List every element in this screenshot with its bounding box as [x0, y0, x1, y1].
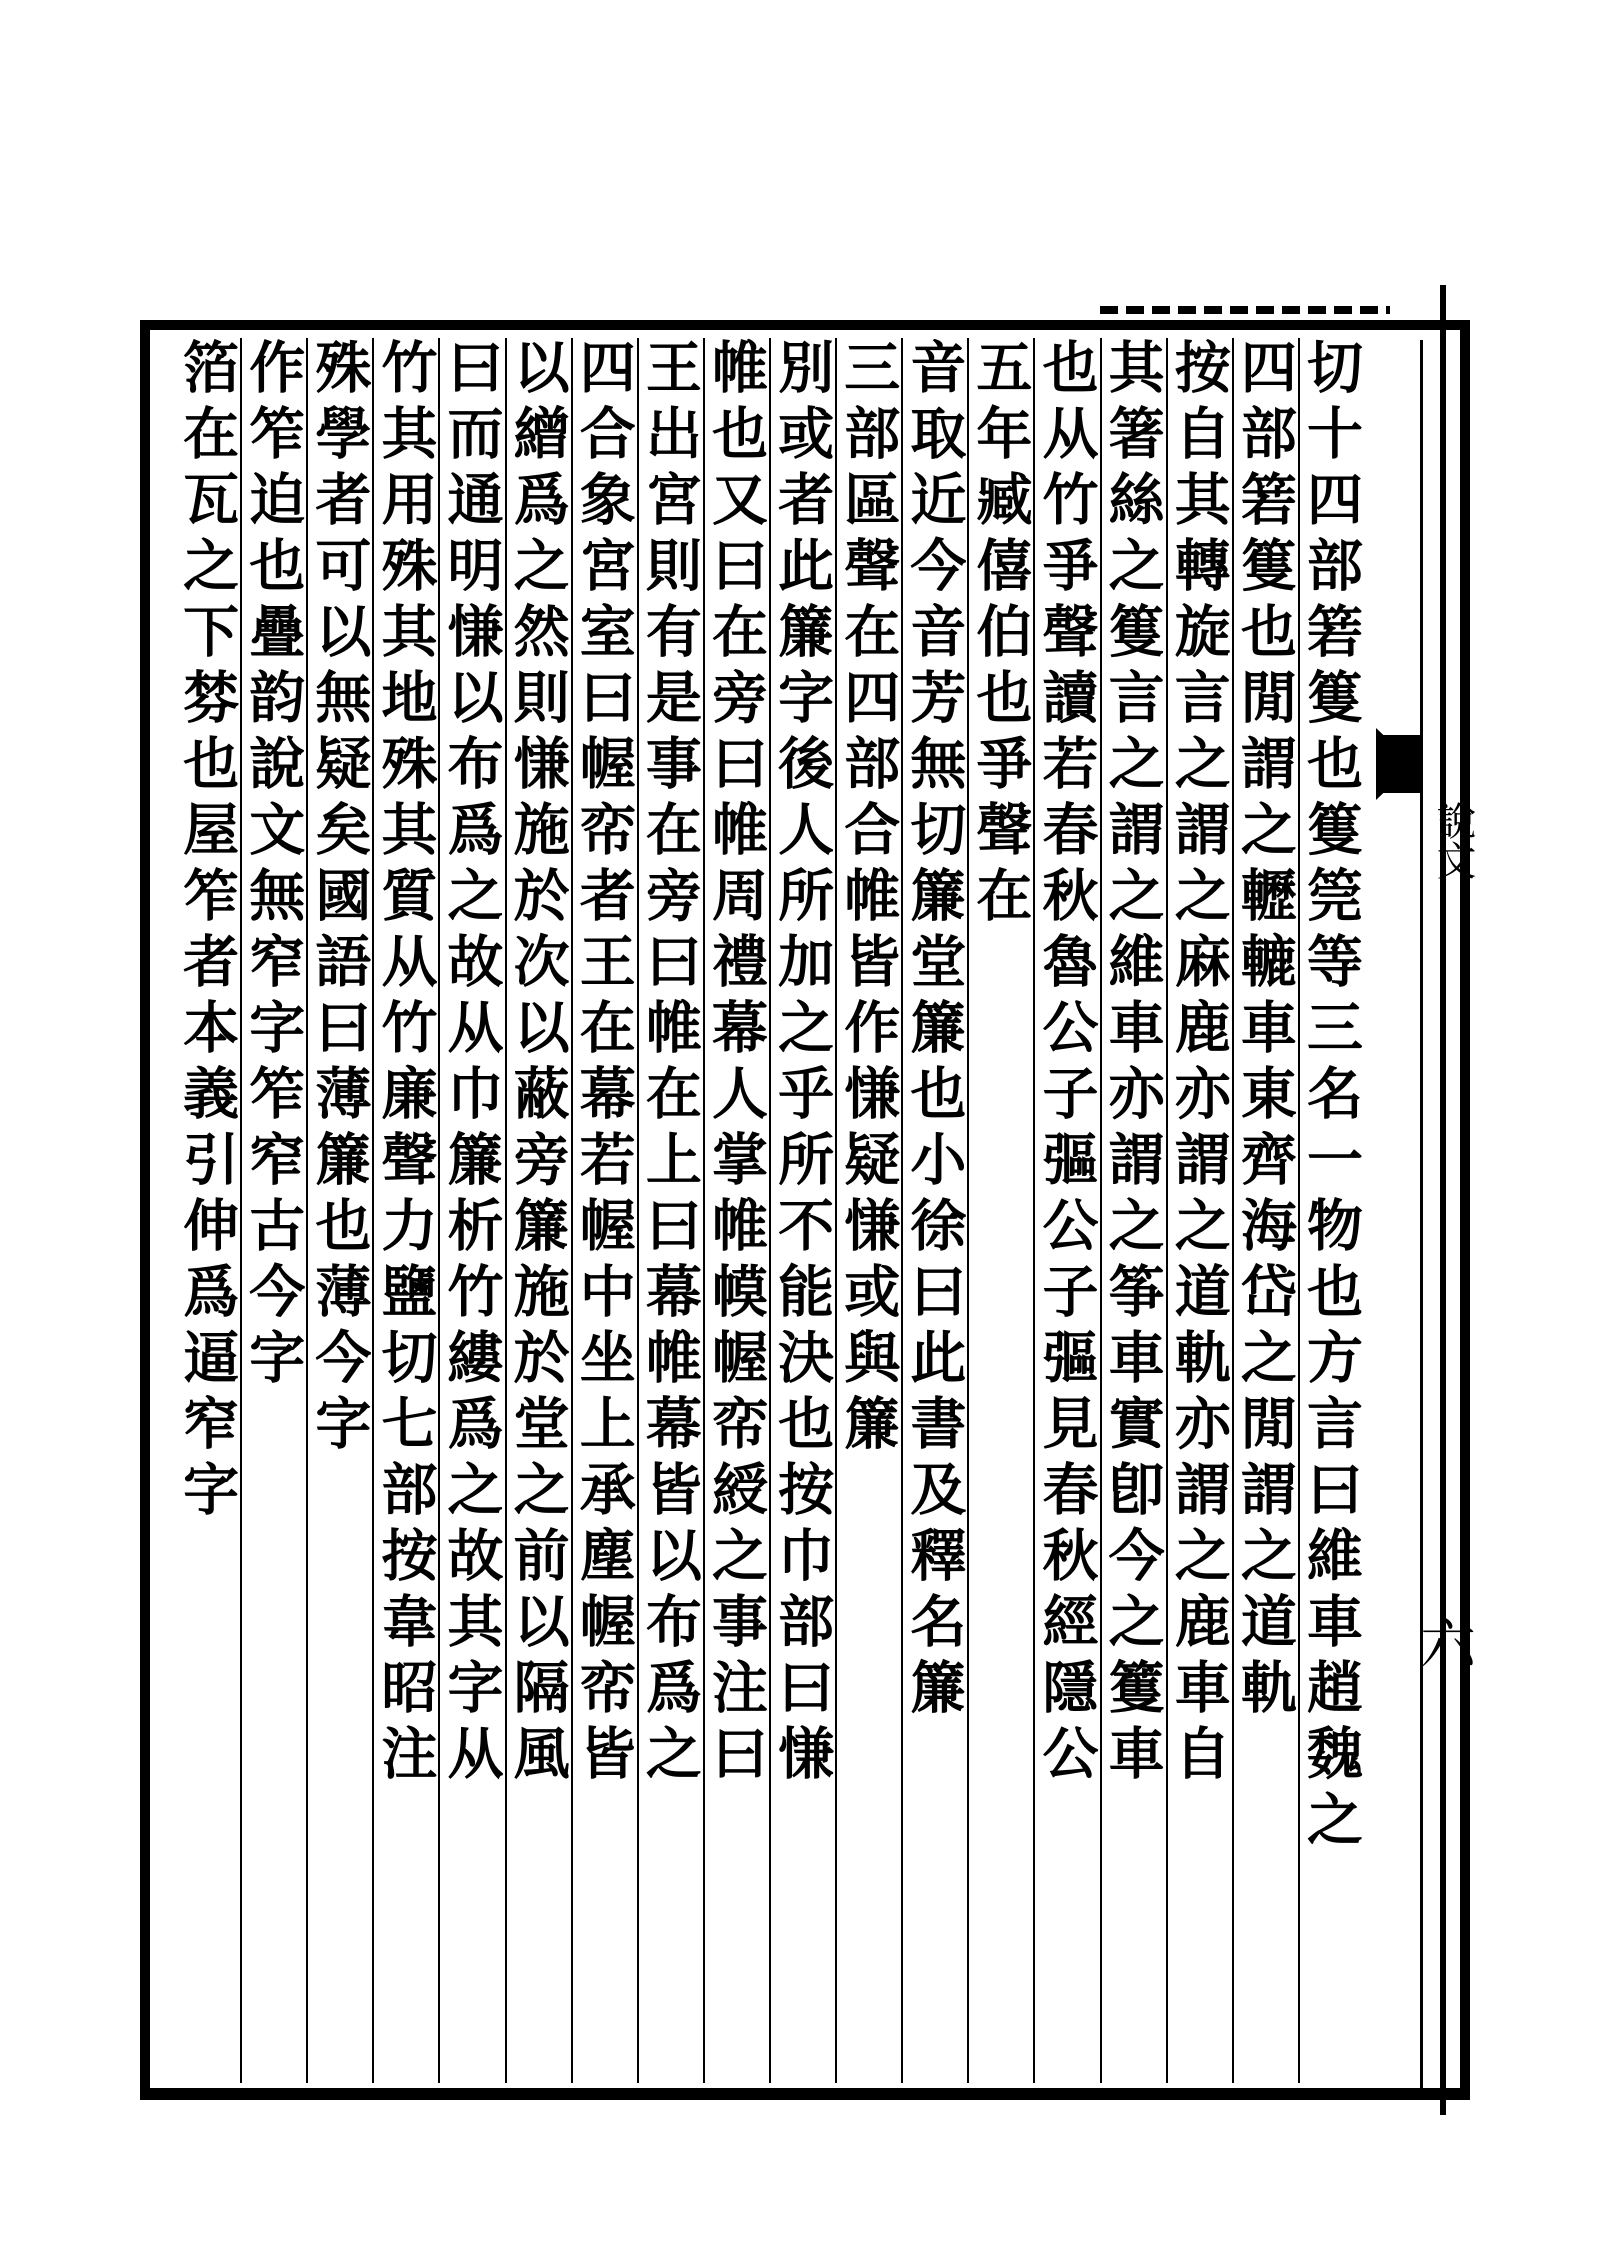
- column-text: 帷也又曰在旁曰帷周禮幕人掌帷幙幄帟綬之事注曰: [702, 338, 769, 1790]
- text-column: [438, 338, 504, 2083]
- column-text: 按自其轉旋言之謂之麻鹿亦謂之道軌亦謂之鹿車自: [1165, 338, 1232, 1790]
- text-column: [1166, 338, 1232, 2083]
- column-text: 王出宮則有是事在旁曰帷在上曰幕帷幕皆以布爲之: [636, 338, 703, 1790]
- column-text: 三部區聲在四部合帷皆作慊疑慊或與簾: [835, 338, 902, 1460]
- column-text: 四部箬篗也閒謂之轣轆車東齊海岱之閒謂之道軌: [1231, 338, 1298, 1724]
- column-text: 曰而通明慊以布爲之故从巾簾析竹縷爲之故其字从: [438, 338, 505, 1790]
- text-column: [901, 338, 967, 2083]
- column-text: 其箸絲之篗言之謂之維車亦謂之筝車實卽今之籆車: [1099, 338, 1166, 1790]
- column-text: 作笮迫也疊韵說文無窄字笮窄古今字: [240, 338, 307, 1394]
- column-text: 箔在瓦之下棼也屋笮者本義引伸爲逼窄字: [174, 338, 241, 1526]
- text-column: [967, 338, 1033, 2083]
- text-column: [505, 338, 571, 2083]
- text-column: [637, 338, 703, 2083]
- text-column: [1298, 338, 1364, 2083]
- text-column: [240, 338, 306, 2083]
- column-text: 也从竹爭聲讀若春秋魯公子彄公子彄見春秋經隱公: [1033, 338, 1100, 1790]
- column-text: 竹其用殊其地殊其質从竹廉聲力鹽切七部按韋昭注: [372, 338, 439, 1790]
- column-text: 別或者此簾字後人所加之乎所不能決也按巾部曰慊: [769, 338, 836, 1790]
- text-column: [835, 338, 901, 2083]
- text-column: [1232, 338, 1298, 2083]
- text-column: [1100, 338, 1166, 2083]
- column-text: 四合象宮室曰幄帟者王在幕若幄中坐上承塵幄帟皆: [570, 338, 637, 1790]
- text-column: [1033, 338, 1099, 2083]
- text-column: [306, 338, 372, 2083]
- column-text: 音取近今音芳無切簾堂簾也小徐曰此書及釋名簾: [901, 338, 968, 1724]
- text-column: [571, 338, 637, 2083]
- column-text: 切十四部箬篗也篗筦等三名一物也方言曰維車趙魏之: [1297, 338, 1364, 1856]
- text-column: [176, 338, 240, 2083]
- banxin-inner-rule: [1420, 340, 1423, 2090]
- top-border-ornament: [1100, 306, 1390, 314]
- column-text: 以繒爲之然則慊施於次以蔽旁簾施於堂之前以隔風: [504, 338, 571, 1790]
- banxin-title: 說文: [1430, 800, 1476, 880]
- text-column: [769, 338, 835, 2083]
- column-text: 殊學者可以無疑矣國語曰薄簾也薄今字: [306, 338, 373, 1460]
- right-margin-rule: [1440, 285, 1446, 2115]
- fishtail-arrow-icon: [1376, 728, 1414, 800]
- page-number: 六: [1420, 1612, 1476, 1677]
- text-column: [372, 338, 438, 2083]
- text-column: [703, 338, 769, 2083]
- text-columns: [176, 338, 1364, 2083]
- column-text: 五年臧僖伯也爭聲在: [967, 338, 1034, 932]
